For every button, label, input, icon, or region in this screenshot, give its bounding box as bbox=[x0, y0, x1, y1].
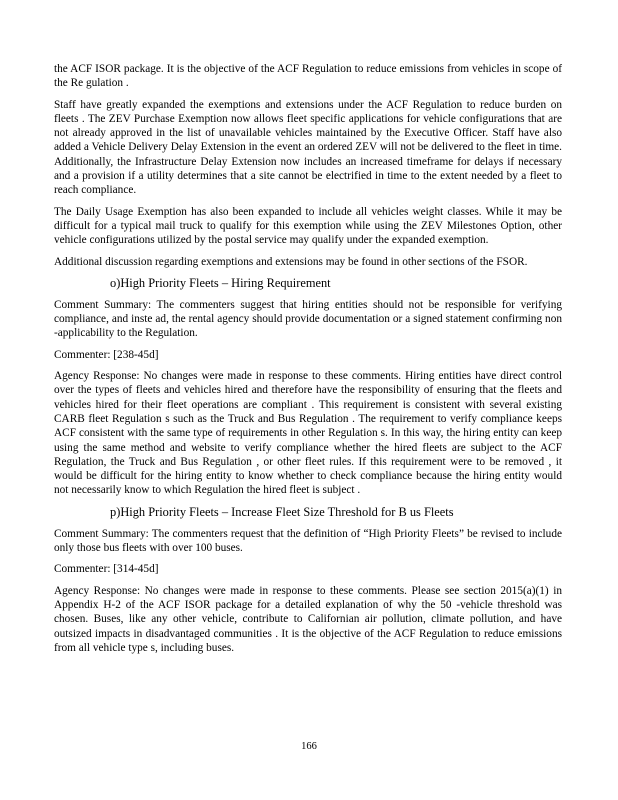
section-heading-hiring-requirement: o)High Priority Fleets – Hiring Requirement bbox=[110, 275, 331, 290]
comment-summary-hiring: Comment Summary: The commenters suggest that hiring entities should not be responsible for verifying compliance, and inste ad, the rental agency should provide documentation or a signed statement confirming non -applicability to the Regulation. bbox=[54, 298, 562, 340]
commenter-bus-fleets: Commenter: [314-45d] bbox=[54, 563, 159, 576]
section-heading-bus-fleets: p)High Priority Fleets – Increase Fleet Size Threshold for B us Fleets bbox=[110, 504, 454, 519]
agency-response-bus-fleets: Agency Response: No changes were made in response to these comments. Please see section 2015(a)(1) in Appendix H-2 of the ACF ISOR package for a detailed explanation of why the 50 -vehicle threshold was chosen. Buses, like any other vehicle, contribute to Californian air pollution, climate pollution, and have outsized impacts in disadvantaged communities . It is the objective of the ACF Regulation to reduce emissions from all vehicle type s, including buses. bbox=[54, 584, 562, 654]
paragraph-isor-objective: the ACF ISOR package. It is the objective of the ACF Regulation to reduce emissions from vehicles in scope of the Re gulation . bbox=[54, 63, 562, 90]
page-number: 166 bbox=[301, 741, 317, 752]
comment-summary-bus-fleets: Comment Summary: The commenters request that the definition of “High Priority Fleets” be revised to include only those bus fleets with over 100 buses. bbox=[54, 527, 562, 555]
commenter-hiring: Commenter: [238-45d] bbox=[54, 348, 159, 361]
paragraph-exemptions-expanded: Staff have greatly expanded the exemptions and extensions under the ACF Regulation to reduce burden on fleets . The ZEV Purchase Exemption now allows fleet specific applications for vehicle configurations that are not already approved in the list of unavailable vehicles maintained by the Executive Officer. Staff have also added a Vehicle Delivery Delay Extension in the event an ordered ZEV will not be delivered to the fleet in time. Additionally, the Infrastructure Delay Extension now includes an increased timeframe for delays if necessary and a provision if a utility determines that a site cannot be electrified in time to the extent needed by a fleet to reach compliance. bbox=[54, 98, 562, 197]
agency-response-hiring: Agency Response: No changes were made in response to these comments. Hiring entities have direct control over the types of fleets and vehicles hired and therefore have the responsibility of ensuring that the fleets and vehicles hired for their fleet operations are compliant . This requirement is consistent with several existing CARB fleet Regulation s such as the Truck and Bus Regulation . The requirement to verify compliance keeps ACF consistent with the same type of requirements in other Regulation s. In this way, the hiring entity can keep using the same method and website to verify compliance whether the hired fleets are subject to the ACF Regulation, the Truck and Bus Regulation , or other fleet rules. If this requirement were to be removed , it would be difficult for the hiring entity to know whether to check compliance because the hiring entity would not necessarily know to which Regulation the hired fleet is subject . bbox=[54, 370, 562, 497]
page-body bbox=[54, 62, 562, 662]
paragraph-daily-usage-exemption: The Daily Usage Exemption has also been expanded to include all vehicles weight classes. While it may be difficult for a typical mail truck to qualify for this exemption while using the ZEV Milestones Option, other vehicle configurations utilized by the postal service may qualify under the expanded exemption. bbox=[54, 205, 562, 247]
paragraph-additional-discussion: Additional discussion regarding exemptions and extensions may be found in other sections of the FSOR. bbox=[54, 255, 528, 268]
